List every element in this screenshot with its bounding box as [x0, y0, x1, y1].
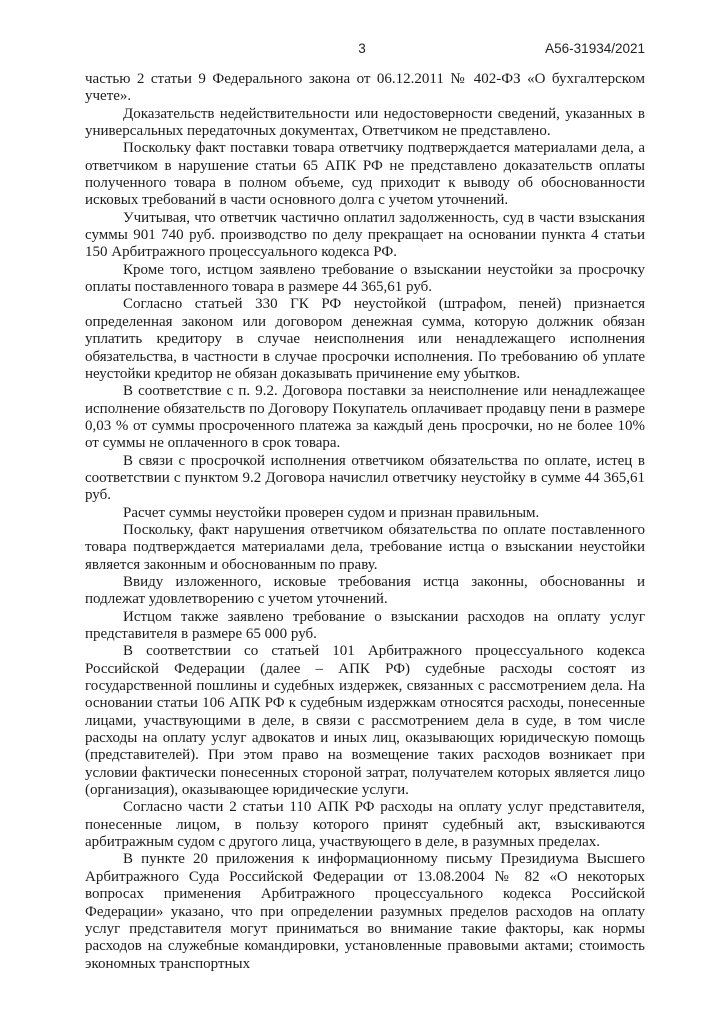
paragraph: Согласно статьей 330 ГК РФ неустойкой (штрафом, пеней) признается определенная законом или договором денежная сумма, которую должник обязан уплатить кредитору в случае неисполнения или ненадлежащего исполнения обязательства, в частности в случае просрочки исполнения. По требованию об уплате неустойки кредитор не обязан доказывать причинение ему убытков.	[85, 296, 645, 382]
paragraph: Поскольку факт поставки товара ответчику подтверждается материалами дела, а ответчиком в нарушение статьи 65 АПК РФ не представлено доказательств оплаты полученного товара в полном объеме, суд приходит к выводу об обоснованности исковых требований в части основного долга с учетом уточнений.	[85, 140, 645, 209]
paragraph: частью 2 статьи 9 Федерального закона от 06.12.2011 № 402-ФЗ «О бухгалтерском учете».	[85, 71, 645, 105]
paragraph: В связи с просрочкой исполнения ответчиком обязательства по оплате, истец в соответствии с пунктом 9.2 Договора начислил ответчику неустойку в сумме 44 365,61 руб.	[85, 452, 645, 504]
paragraph: Доказательств недействительности или недостоверности сведений, указанных в универсальных передаточных документах, Ответчиком не представлено.	[85, 105, 645, 140]
paragraph: Истцом также заявлено требование о взыскании расходов на оплату услуг представителя в размере 65 000 руб.	[85, 608, 645, 642]
paragraph: Ввиду изложенного, исковые требования истца законны, обоснованны и подлежат удовлетворению с учетом уточнений.	[85, 573, 645, 608]
paragraph: Учитывая, что ответчик частично оплатил задолженность, суд в части взыскания суммы 901 740 руб. производство по делу прекращает на основании пункта 4 статьи 150 Арбитражного процессуального кодекса РФ.	[85, 209, 645, 261]
paragraph: В соответствие с п. 9.2. Договора поставки за неисполнение или ненадлежащее исполнение обязательств по Договору Покупатель оплачивает продавцу пени в размере 0,03 % от суммы просроченного платежа за каждый день просрочки, но не более 10% от суммы не оплаченного в срок товара.	[85, 383, 645, 452]
paragraph: Кроме того, истцом заявлено требование о взыскании неустойки за просрочку оплаты поставленного товара в размере 44 365,61 руб.	[85, 261, 645, 296]
paragraph: В пункте 20 приложения к информационному письму Президиума Высшего Арбитражного Суда Российской Федерации от 13.08.2004 № 82 «О некоторых вопросах применения Арбитражного процессуального кодекса Российской Федерации» указано, что при определении разумных пределов расходов на оплату услуг представителя могут приниматься во внимание такие факторы, как нормы расходов на служебные командировки, установленные правовыми актами; стоимость экономных транспортных	[85, 851, 645, 972]
paragraph: В соответствии со статьей 101 Арбитражного процессуального кодекса Российской Федерации (далее – АПК РФ) судебные расходы состоят из государственной пошлины и судебных издержек, связанных с рассмотрением дела. На основании статьи 106 АПК РФ к судебным издержкам относятся расходы, понесенные лицами, участвующими в деле, в связи с рассмотрением дела в суде, в том числе расходы на оплату услуг адвокатов и иных лиц, оказывающих юридическую помощь (представителей). При этом право на возмещение таких расходов возникает при условии фактически понесенных стороной затрат, получателем которых является лицо (организация), оказывающее юридические услуги.	[85, 643, 645, 799]
document-body	[85, 71, 645, 973]
case-number: А56-31934/2021	[545, 41, 645, 56]
paragraph: Согласно части 2 статьи 110 АПК РФ расходы на оплату услуг представителя, понесенные лицом, в пользу которого принят судебный акт, взыскиваются арбитражным судом с другого лица, участвующего в деле, в разумных пределах.	[85, 799, 645, 851]
page-number: 3	[358, 41, 366, 56]
paragraph: Поскольку, факт нарушения ответчиком обязательства по оплате поставленного товара подтверждается материалами дела, требование истца о взыскании неустойки является законным и обоснованным по праву.	[85, 521, 645, 573]
paragraph: Расчет суммы неустойки проверен судом и признан правильным.	[123, 504, 540, 521]
